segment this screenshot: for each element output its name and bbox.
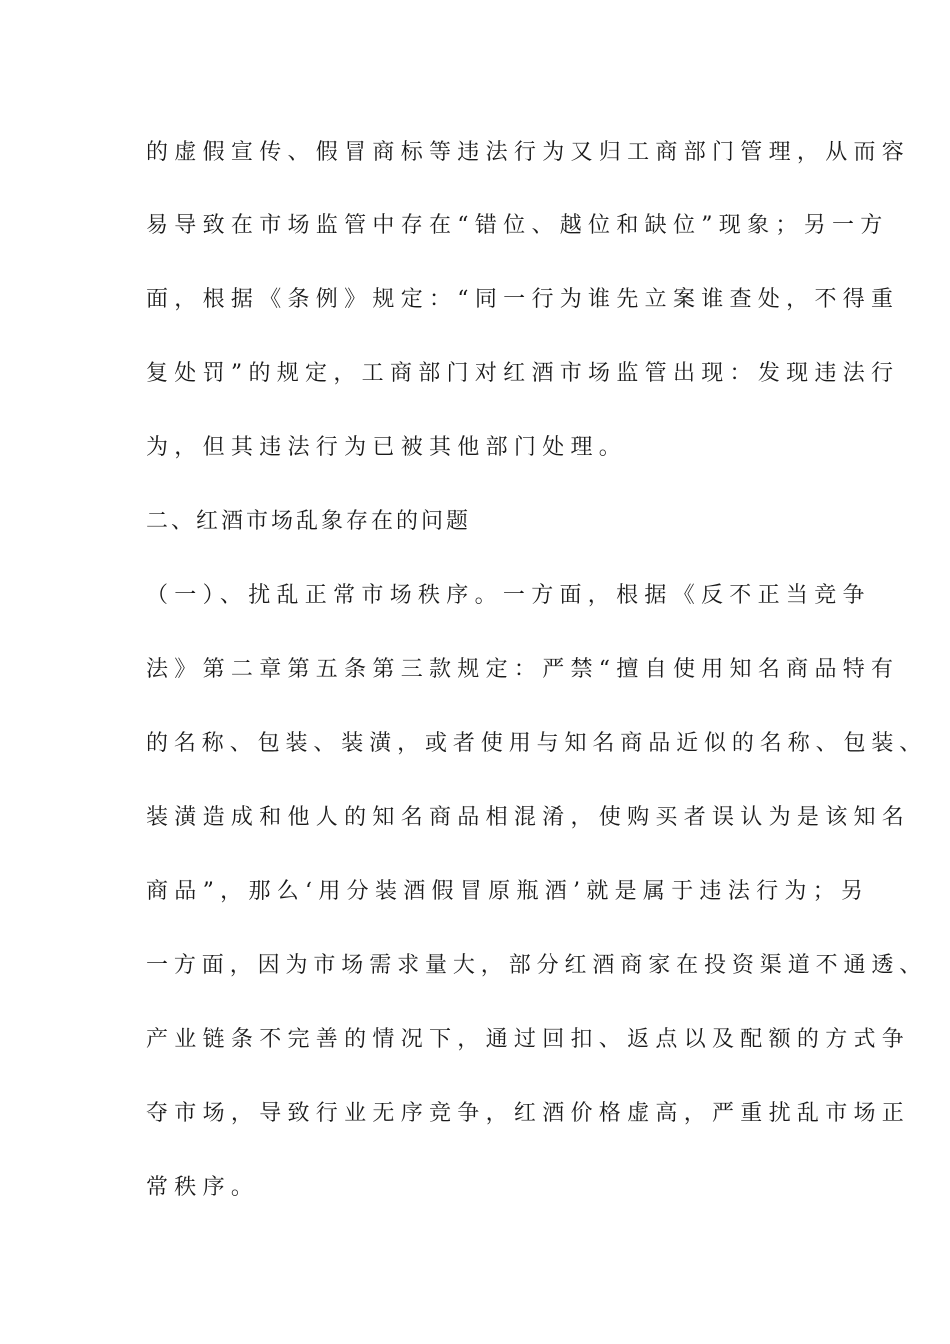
paragraph-line: 装潢造成和他人的知名商品相混淆，使购买者误认为是该知名 — [146, 805, 911, 830]
paragraph-line: 面，根据《条例》规定：“同一行为谁先立案谁查处，不得重 — [146, 287, 900, 312]
paragraph-line: 商品”，那么‘用分装酒假冒原瓶酒’就是属于违法行为；另 — [146, 879, 870, 904]
paragraph-line: 为，但其违法行为已被其他部门处理。 — [146, 435, 628, 460]
paragraph-line: 产业链条不完善的情况下，通过回扣、返点以及配额的方式争 — [146, 1027, 911, 1052]
paragraph-line: 复处罚”的规定，工商部门对红酒市场监管出现：发现违法行 — [146, 361, 900, 386]
paragraph-line: 法》第二章第五条第三款规定：严禁“擅自使用知名商品特有 — [146, 657, 900, 682]
paragraph-line: 的虚假宣传、假冒商标等违法行为又归工商部门管理，从而容 — [146, 140, 911, 165]
paragraph-line: 夺市场，导致行业无序竞争，红酒价格虚高，严重扰乱市场正 — [146, 1101, 911, 1126]
paragraph-line: 易导致在市场监管中存在“错位、越位和缺位”现象；另一方 — [146, 213, 889, 238]
paragraph-line: 的名称、包装、装潢，或者使用与知名商品近似的名称、包装、 — [146, 731, 928, 756]
paragraph-line: （一）、扰乱正常市场秩序。一方面，根据《反不正当竞争 — [146, 583, 871, 608]
paragraph-line: 一方面，因为市场需求量大，部分红酒商家在投资渠道不通透、 — [146, 953, 928, 978]
section-heading: 二、红酒市场乱象存在的问题 — [146, 509, 472, 534]
paragraph-line: 常秩序。 — [146, 1175, 260, 1200]
